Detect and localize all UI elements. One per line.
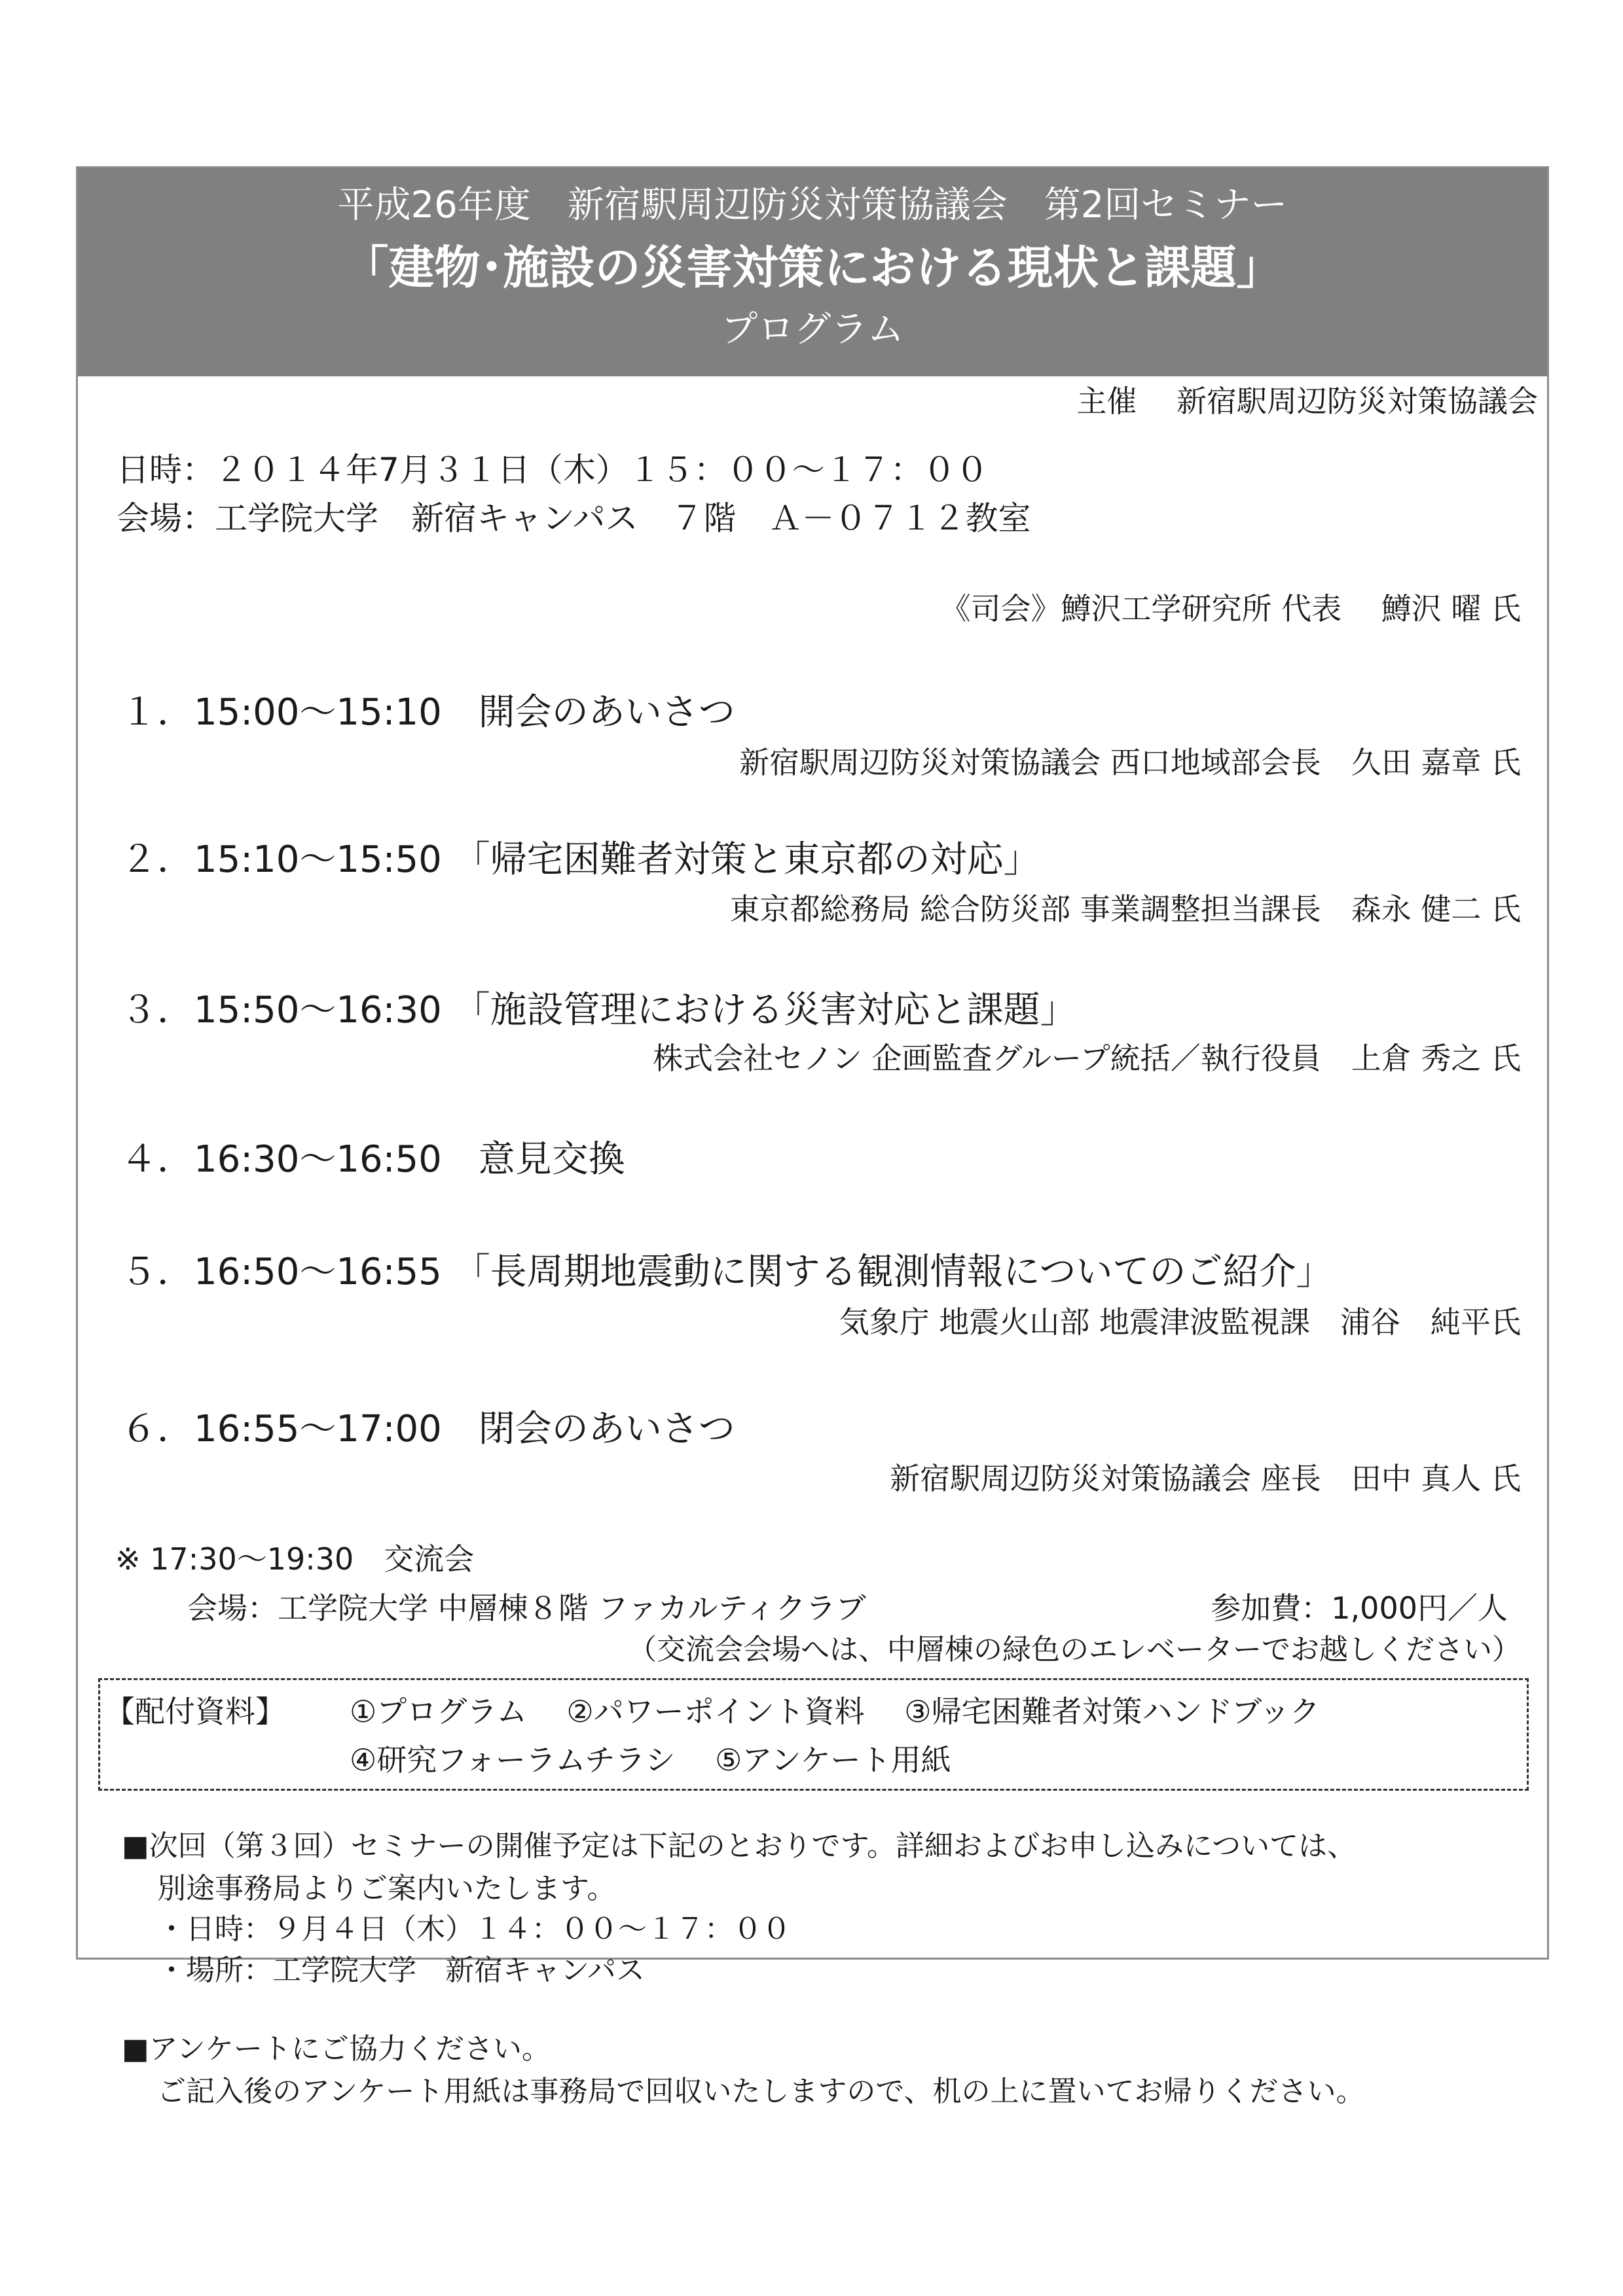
materials-line-1: ①プログラム ②パワーポイント資料 ③帰宅困難者対策ハンドブック [350, 1694, 1320, 1729]
seminar-title: 「建物･施設の災害対策における現状と課題」 [342, 241, 1283, 295]
reception-note: （交流会会場へは、中層棟の緑色のエレベーターでお越しください） [628, 1633, 1521, 1666]
next-seminar-date: ・日時：９月４日（木）１４：００～１７：００ [157, 1912, 791, 1946]
event-venue: 会場：工学院大学 新宿キャンパス ７階 Ａ－０７１２教室 [117, 499, 1031, 537]
program-item-4-heading: ４．16:30～16:50 意見交換 [120, 1138, 625, 1181]
program-item-2-heading: ２．15:10～15:50 「帰宅困難者対策と東京都の対応」 [120, 838, 1040, 881]
program-item-3-speaker: 株式会社セノン 企画監査グループ統括／執行役員 上倉 秀之 氏 [653, 1041, 1521, 1076]
program-item-6-heading: ６．16:55～17:00 閉会のあいさつ [120, 1408, 735, 1450]
program-item-5-speaker: 気象庁 地震火山部 地震津波監視課 浦谷 純平氏 [839, 1304, 1521, 1340]
header-banner [78, 168, 1547, 376]
mc-credit: 《司会》鱒沢工学研究所 代表 鱒沢 曜 氏 [940, 591, 1521, 626]
program-item-1-speaker: 新宿駅周辺防災対策協議会 西口地域部会長 久田 嘉章 氏 [739, 745, 1521, 780]
next-seminar-place: ・場所：工学院大学 新宿キャンパス [157, 1954, 645, 1987]
reception-fee: 参加費：1,000円／人 [1211, 1590, 1508, 1626]
materials-label: 【配付資料】 [105, 1694, 285, 1729]
program-item-2-speaker: 東京都総務局 総合防災部 事業調整担当課長 森永 健二 氏 [729, 891, 1521, 927]
survey-instructions: ご記入後のアンケート用紙は事務局で回収いたしますので、机の上に置いてお帰りください。 [157, 2075, 1365, 2108]
reception-heading: ※ 17:30～19:30 交流会 [115, 1541, 475, 1577]
next-seminar-notice: ■次回（第３回）セミナーの開催予定は下記のとおりです。詳細およびお申し込みについては、 [122, 1829, 1357, 1863]
materials-line-2: ④研究フォーラムチラシ ⑤アンケート用紙 [350, 1742, 951, 1778]
program-item-6-speaker: 新宿駅周辺防災対策協議会 座長 田中 真人 氏 [890, 1461, 1521, 1496]
program-item-3-heading: ３．15:50～16:30 「施設管理における災害対応と課題」 [120, 989, 1077, 1031]
reception-venue: 会場：工学院大学 中層棟８階 ファカルティクラブ [187, 1590, 866, 1626]
survey-request: ■アンケートにご協力ください。 [122, 2032, 551, 2066]
program-label: プログラム [721, 308, 904, 351]
organizer: 主催 新宿駅周辺防災対策協議会 [1076, 384, 1538, 419]
program-item-5-heading: ５．16:50～16:55 「長周期地震動に関する観測情報についてのご紹介」 [120, 1251, 1333, 1293]
seminar-series-title: 平成26年度 新宿駅周辺防災対策協議会 第2回セミナー [337, 184, 1288, 226]
next-seminar-notice-cont: 別途事務局よりご案内いたします。 [157, 1872, 616, 1905]
program-item-1-heading: １．15:00～15:10 開会のあいさつ [120, 691, 735, 734]
event-datetime: 日時：２０１４年7月３１日（木）１５：００～１７：００ [117, 451, 989, 489]
